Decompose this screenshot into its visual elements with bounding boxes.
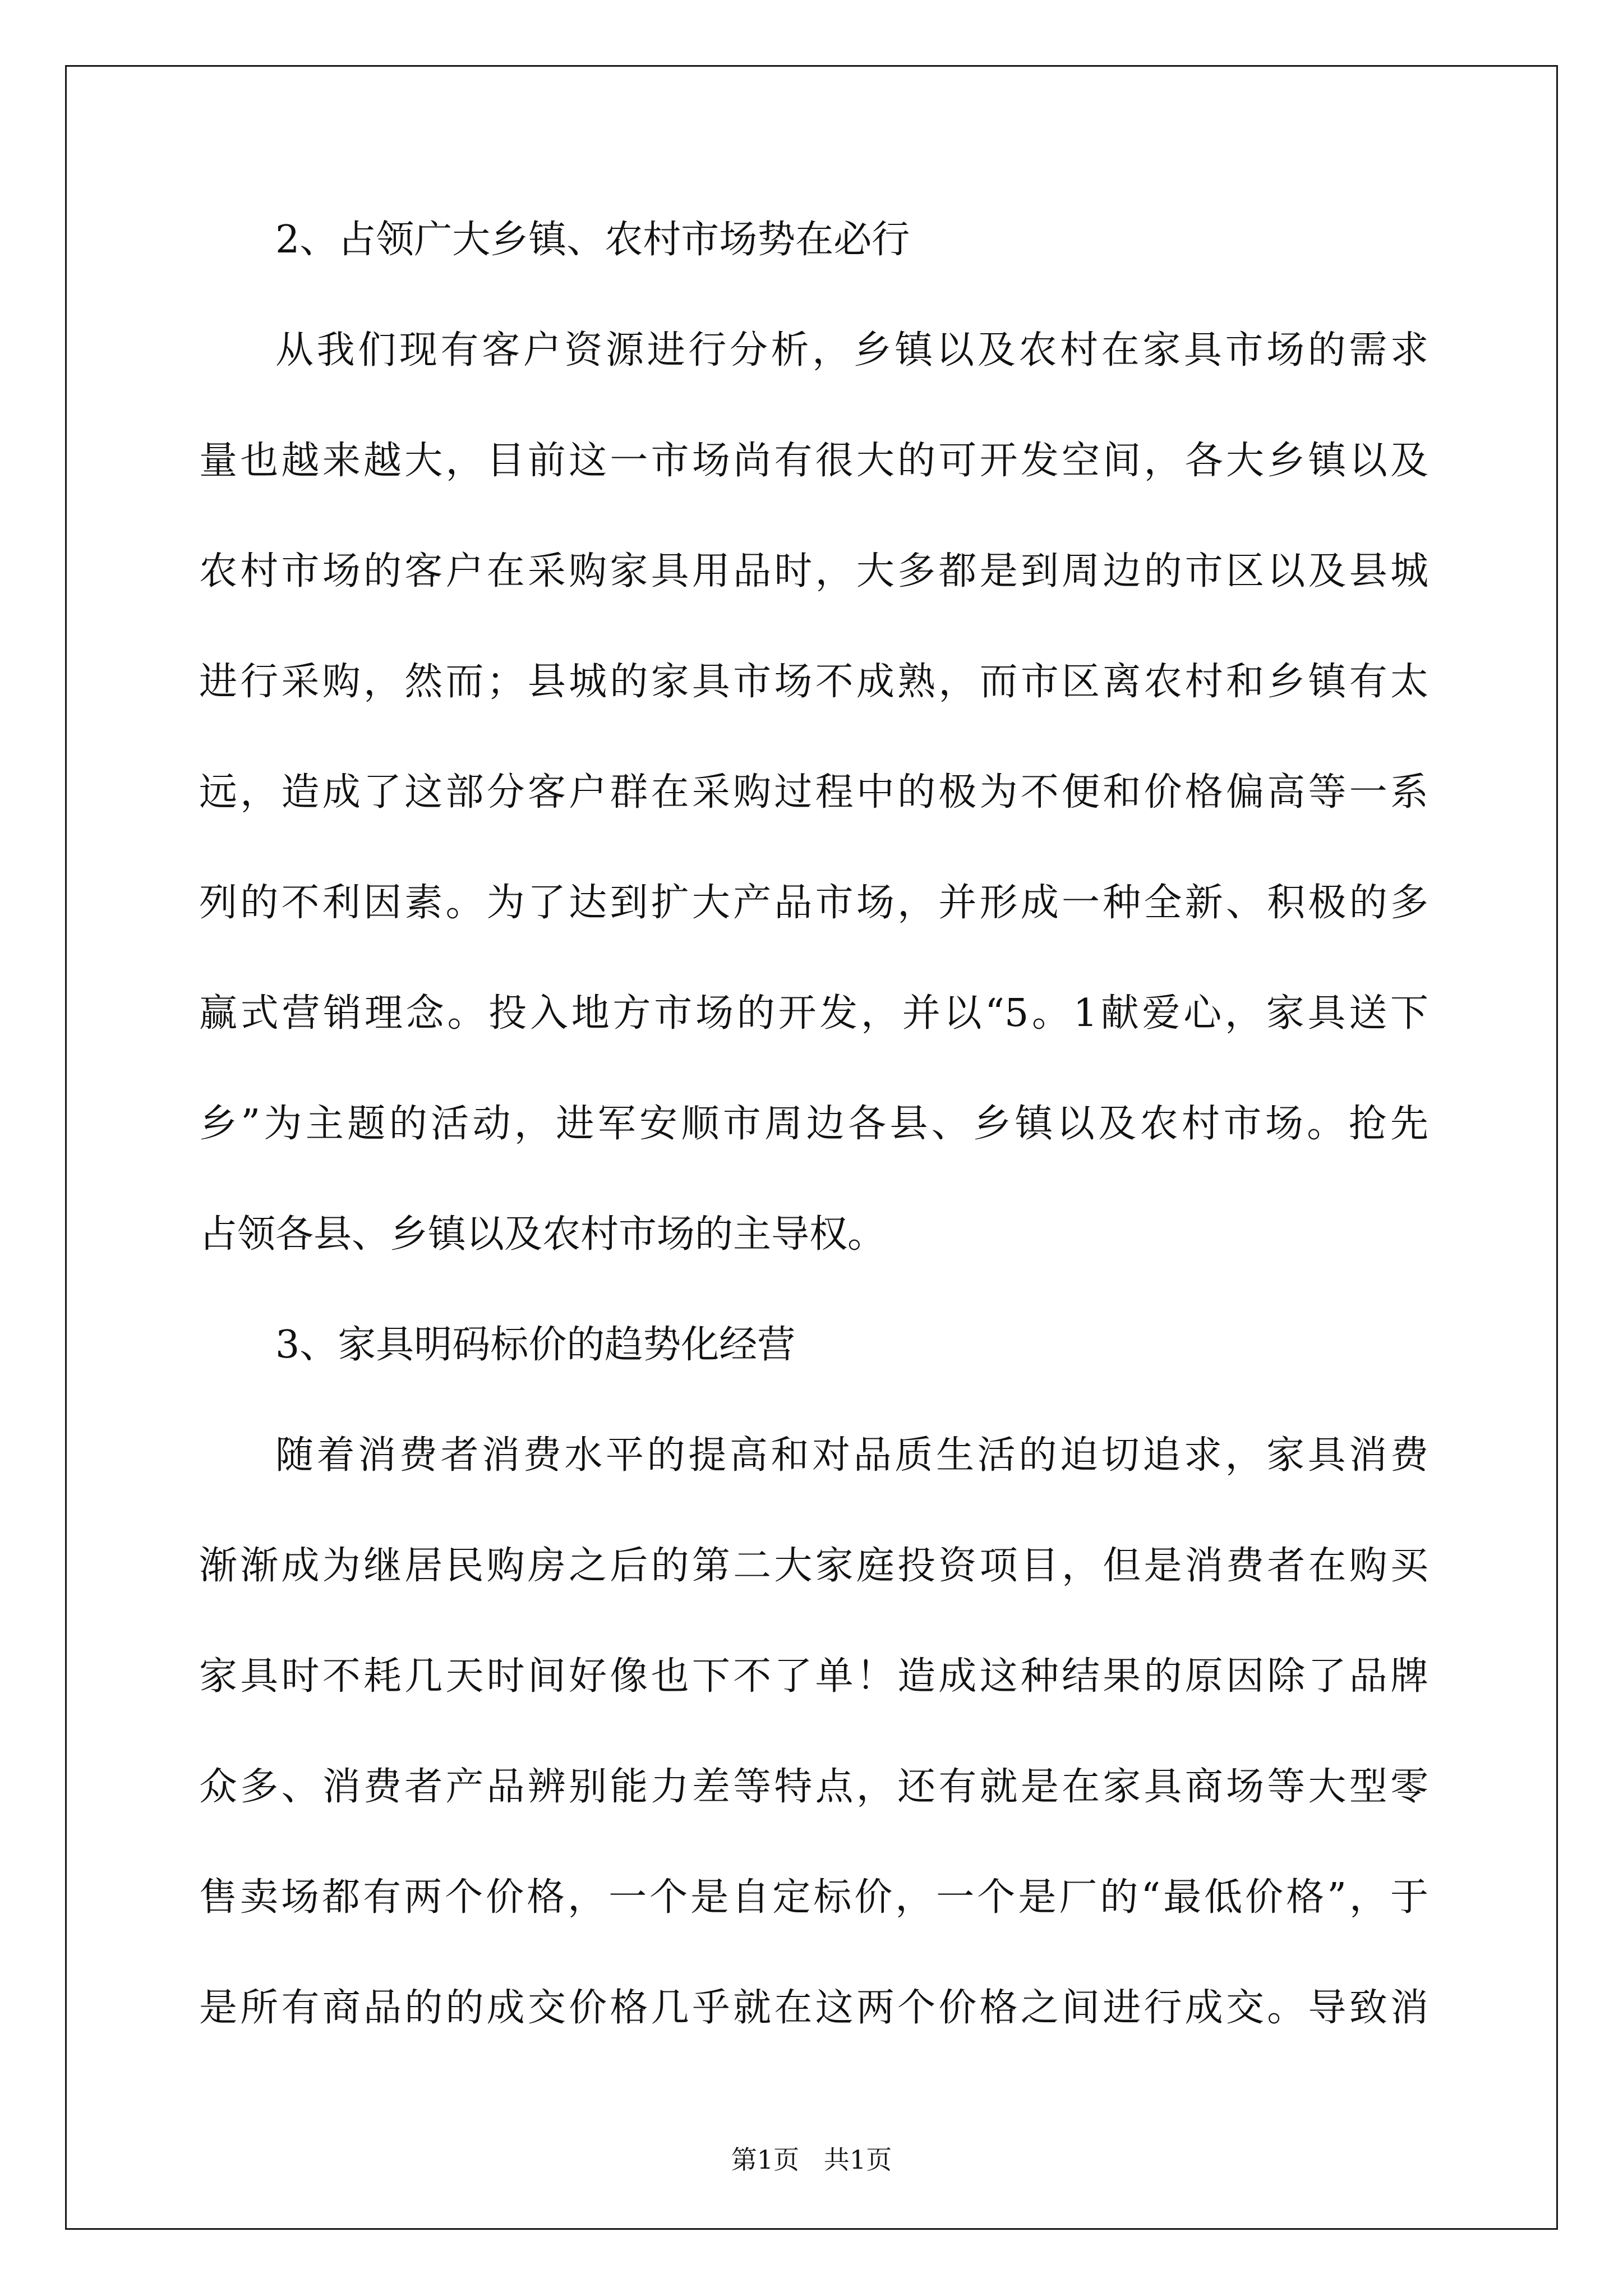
paragraph-line: 量也越来越大，目前这一市场尚有很大的可开发空间，各大乡镇以及 xyxy=(199,439,1428,483)
paragraph-line: 从我们现有客户资源进行分析，乡镇以及农村在家具市场的需求 xyxy=(275,328,1428,372)
paragraph-line: 乡”为主题的活动，进军安顺市周边各县、乡镇以及农村市场。抢先 xyxy=(199,1102,1428,1146)
paragraph-line: 售卖场都有两个价格，一个是自定标价，一个是厂的“最低价格”，于 xyxy=(199,1875,1428,1920)
paragraph-line: 进行采购，然而；县城的家具市场不成熟，而市区离农村和乡镇有太 xyxy=(199,660,1428,704)
page-footer: 第1页 共1页 xyxy=(731,2145,892,2175)
paragraph-line: 渐渐成为继居民购房之后的第二大家庭投资项目，但是消费者在购买 xyxy=(199,1544,1428,1588)
paragraph-line: 众多、消费者产品辨别能力差等特点，还有就是在家具商场等大型零 xyxy=(199,1765,1428,1809)
paragraph-line: 是所有商品的的成交价格几乎就在这两个价格之间进行成交。导致消 xyxy=(199,1986,1428,2030)
section-heading-3: 3、家具明码标价的趋势化经营 xyxy=(275,1323,796,1367)
paragraph-line: 列的不利因素。为了达到扩大产品市场，并形成一种全新、积极的多 xyxy=(199,881,1428,925)
paragraph-line: 家具时不耗几天时间好像也下不了单！造成这种结果的原因除了品牌 xyxy=(199,1654,1428,1699)
paragraph-line: 农村市场的客户在采购家具用品时，大多都是到周边的市区以及县城 xyxy=(199,549,1428,593)
paragraph-line: 占领各县、乡镇以及农村市场的主导权。 xyxy=(199,1212,886,1257)
paragraph-line: 远，造成了这部分客户群在采购过程中的极为不便和价格偏高等一系 xyxy=(199,770,1428,815)
paragraph-line: 随着消费者消费水平的提高和对品质生活的迫切追求，家具消费 xyxy=(275,1433,1428,1478)
paragraph-line: 赢式营销理念。投入地方市场的开发，并以“5。1献爱心，家具送下 xyxy=(199,991,1428,1036)
section-heading-2: 2、占领广大乡镇、农村市场势在必行 xyxy=(275,218,910,262)
